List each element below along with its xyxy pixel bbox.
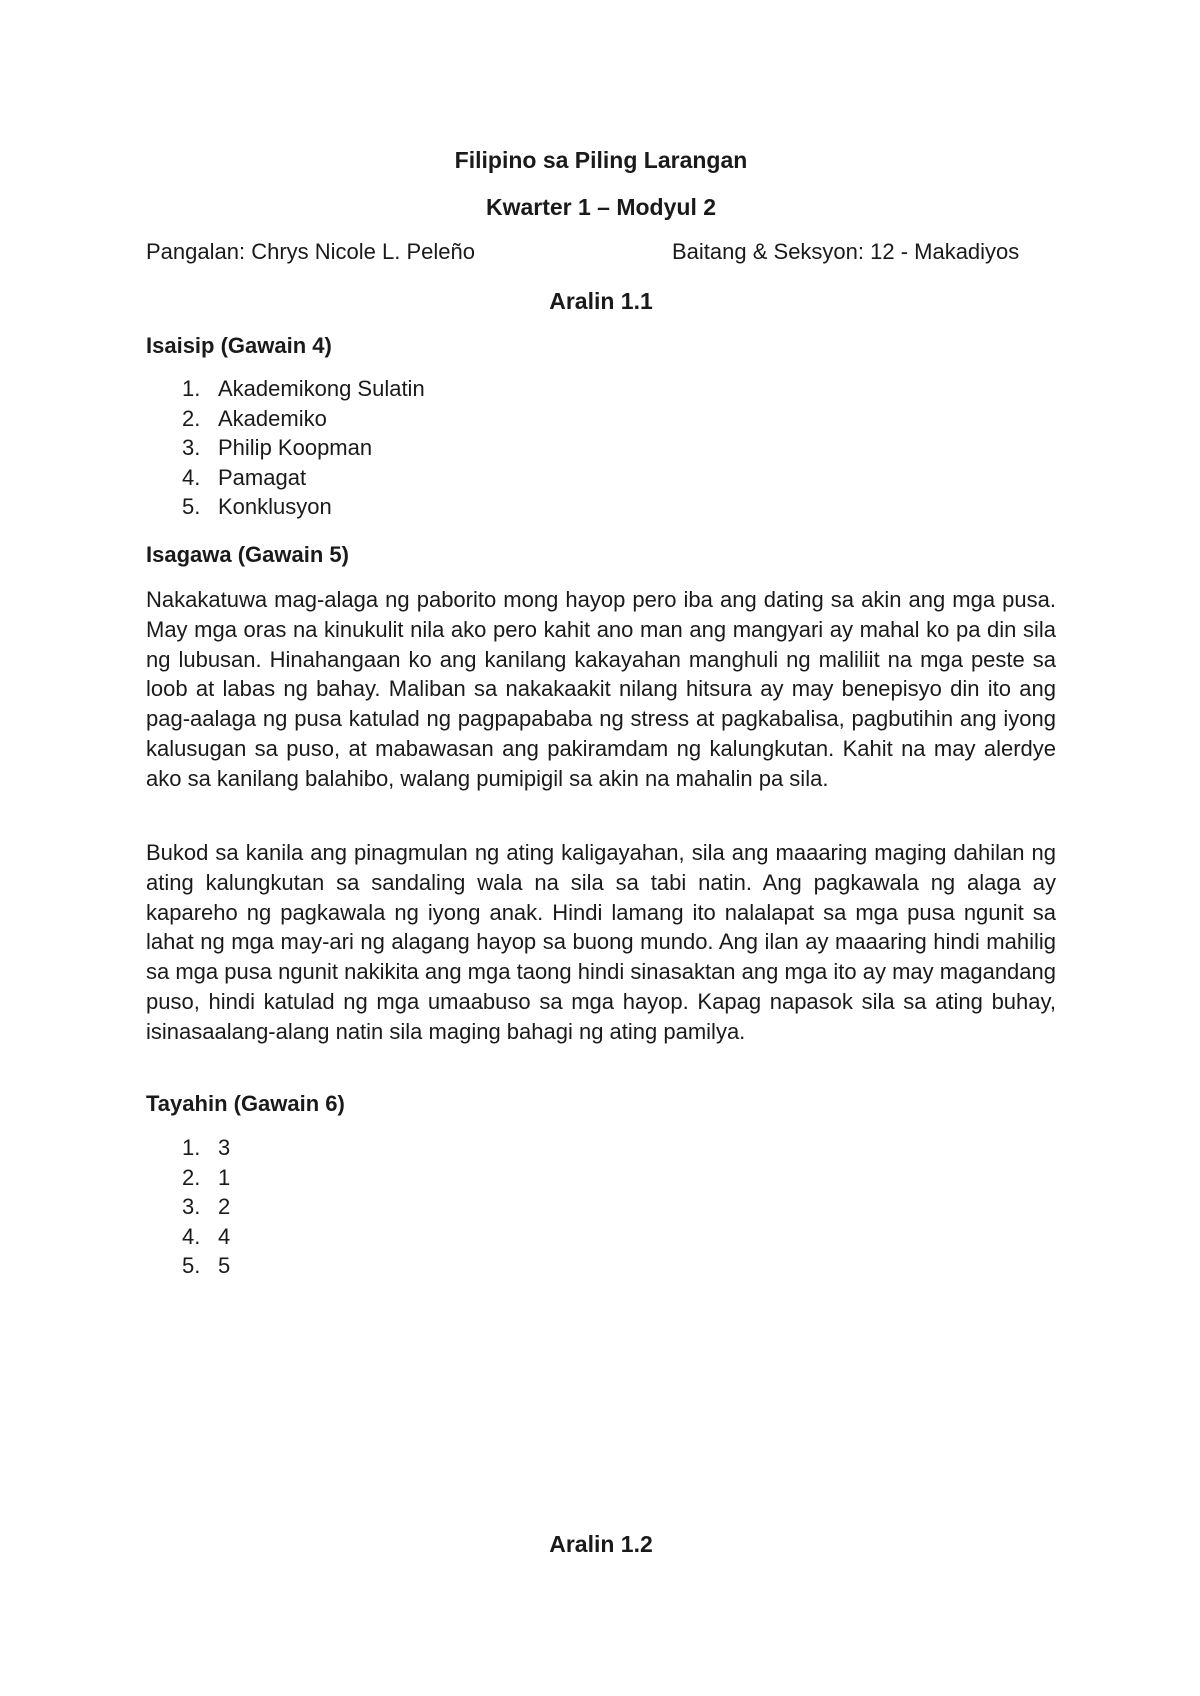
grade-section: Baitang & Seksyon: 12 - Makadiyos: [672, 239, 1020, 264]
isaisip-answer-list: [182, 374, 425, 522]
essay-paragraph: Nakakatuwa mag-alaga ng paborito mong hayop pero iba ang dating sa akin ang mga pusa. May mga oras na kinukulit nila ako pero kahit ano man ang mangyari ay mahal ko pa din sila ng lubusan. Hinahangaan ko ang kanilang kakayahan manghuli ng maliliit na mga peste sa loob at labas ng bahay. Maliban sa nakakaakit nilang hitsura ay may benepisyo din ito ang pag-aalaga ng pusa katulad ng pagpapababa ng stress at pagkabalisa, pagbutihin ang iyong kalusugan sa puso, at mabawasan ang pakiramdam ng kalungkutan. Kahit na may alerdye ako sa kanilang balahibo, walang pumipigil sa akin na mahalin pa sila.: [146, 587, 1056, 791]
lesson-heading: Aralin 1.1: [549, 288, 653, 314]
item-text: Akademiko: [218, 405, 327, 431]
item-text: Akademikong Sulatin: [218, 376, 425, 401]
item-text: Philip Koopman: [218, 435, 373, 460]
list-item: [182, 433, 425, 463]
list-item: [182, 1222, 230, 1252]
list-item: [182, 492, 425, 522]
item-text: 2: [218, 1194, 231, 1219]
item-text: 4: [218, 1223, 231, 1249]
list-item: [182, 404, 425, 434]
item-number: 2.: [182, 405, 201, 431]
student-name: Pangalan: Chrys Nicole L. Peleño: [146, 239, 475, 264]
item-number: 3.: [182, 1194, 201, 1219]
item-number: 5.: [182, 1253, 201, 1278]
list-item: [182, 1251, 230, 1281]
section-heading-tayahin: Tayahin (Gawain 6): [146, 1091, 345, 1116]
item-text: Konklusyon: [218, 494, 332, 519]
lesson-heading: Aralin 1.2: [549, 1531, 653, 1557]
item-number: 4.: [182, 1223, 201, 1249]
list-item: [182, 463, 425, 493]
item-number: 1.: [182, 376, 201, 401]
item-number: 1.: [182, 1135, 201, 1160]
document-page: [146, 0, 1056, 1696]
list-item: [182, 1163, 230, 1193]
item-text: 1: [218, 1164, 231, 1190]
item-text: Pamagat: [218, 464, 307, 490]
item-text: 3: [218, 1135, 231, 1160]
item-text: 5: [218, 1253, 231, 1278]
document-title: Filipino sa Piling Larangan: [454, 147, 748, 173]
list-item: [182, 374, 425, 404]
list-item: [182, 1192, 230, 1222]
essay-paragraph: Bukod sa kanila ang pinagmulan ng ating kaligayahan, sila ang maaaring maging dahilan ng ating kalungkutan sa sandaling wala na sila sa tabi natin. Ang pagkawala ng alaga ay kapareho ng pagkawala ng iyong anak. Hindi lamang ito nalalapat sa mga pusa ngunit sa lahat ng mga may-ari ng alagang hayop sa buong mundo. Ang ilan ay maaaring hindi mahilig sa mga pusa ngunit nakikita ang mga taong hindi sinasaktan ang mga ito ay may magandang puso, hindi katulad ng mga umaabuso sa mga hayop. Kapag napasok sila sa ating buhay, isinasaalang-alang natin sila maging bahagi ng ating pamilya.: [146, 840, 1056, 1044]
item-number: 2.: [182, 1164, 201, 1190]
document-subtitle: Kwarter 1 – Modyul 2: [485, 194, 717, 220]
list-item: [182, 1133, 230, 1163]
section-heading-isaisip: Isaisip (Gawain 4): [146, 333, 332, 358]
section-heading-isagawa: Isagawa (Gawain 5): [146, 542, 349, 567]
item-number: 5.: [182, 494, 201, 519]
item-number: 4.: [182, 464, 201, 490]
tayahin-answer-list: [182, 1133, 230, 1281]
item-number: 3.: [182, 435, 201, 460]
